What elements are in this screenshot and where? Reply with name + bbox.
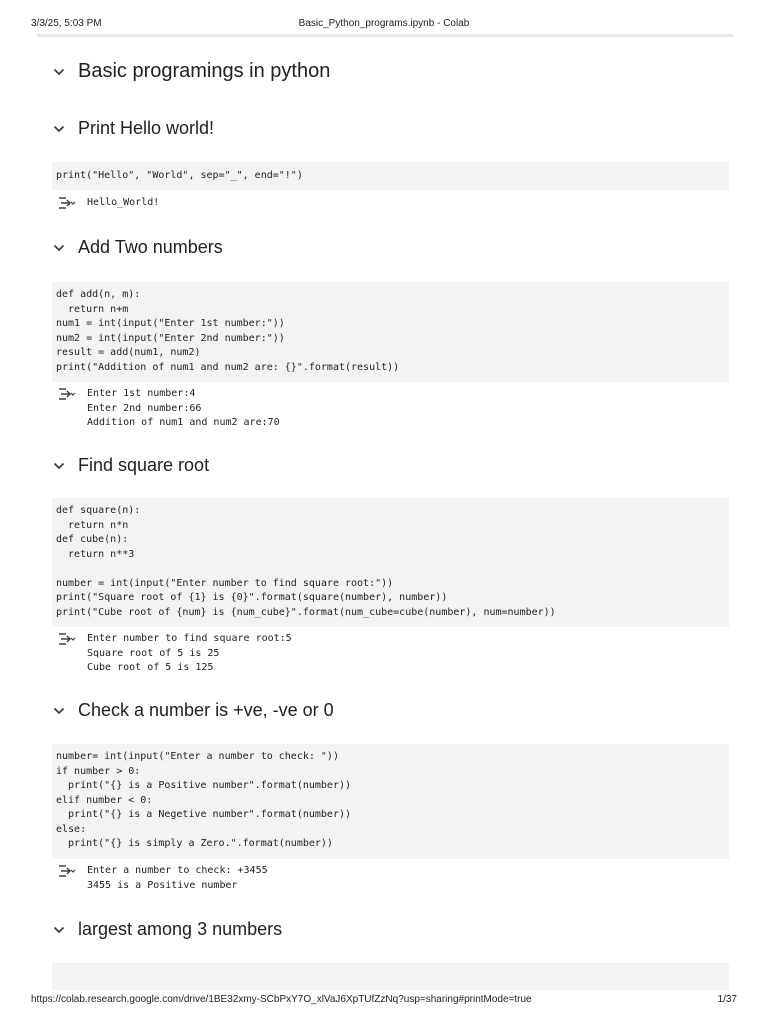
code-line: result = add(num1, num2) (56, 347, 201, 358)
code-line: print("Hello", "World", sep="_", end="!") (56, 170, 303, 181)
heading-text: Find square root (78, 455, 210, 475)
code-line: print("Square root of {1} is {0}".format(square(number), number)) (56, 592, 448, 603)
code-line: if number > 0: (56, 765, 141, 777)
chevron-down-icon[interactable] (52, 704, 66, 718)
code-line: return n*n (56, 519, 129, 531)
cell-output (58, 196, 159, 211)
code-line: print("{} is simply a Zero.".format(number)) (56, 838, 333, 849)
output-line: Enter a number to check: +3455 (87, 865, 268, 876)
output-toggle-icon[interactable] (58, 864, 76, 878)
code-line: print("Addition of num1 and num2 are: {}".format(result)) (56, 361, 400, 373)
print-page-title: Basic_Python_programs.ipynb - Colab (298, 18, 470, 29)
section-heading-add-numbers[interactable] (52, 237, 223, 258)
print-page-number: 1/37 (717, 994, 737, 1005)
code-cell[interactable] (52, 162, 729, 190)
code-line: return n**3 (56, 548, 135, 560)
code-line: return n+m (56, 303, 129, 315)
output-line: Hello_World! (87, 197, 160, 208)
heading-text: Check a number is +ve, -ve or 0 (78, 700, 334, 720)
code-cell[interactable] (52, 744, 729, 859)
print-datetime: 3/3/25, 5:03 PM (31, 18, 102, 29)
output-toggle-icon[interactable] (58, 387, 76, 401)
code-cell[interactable] (52, 963, 729, 990)
code-line: def add(n, m): (56, 289, 141, 300)
output-line: Square root of 5 is 25 (87, 647, 220, 659)
cell-output (58, 864, 268, 893)
output-line: Enter 2nd number:66 (87, 402, 202, 414)
section-heading-largest-number[interactable] (52, 919, 282, 940)
output-line: Cube root of 5 is 125 (87, 662, 214, 673)
code-line: else: (56, 823, 87, 835)
code-line: num1 = int(input("Enter 1st number:")) (56, 318, 285, 329)
output-line: 3455 is a Positive number (87, 879, 238, 891)
cell-output (58, 632, 292, 676)
code-line: number= int(input("Enter a number to check: ")) (56, 751, 339, 762)
heading-text: Add Two numbers (78, 237, 223, 257)
code-line: number = int(input("Enter number to find square root:")) (56, 577, 394, 589)
code-cell[interactable] (52, 282, 729, 382)
code-line: num2 = int(input("Enter 2nd number:")) (56, 332, 285, 344)
notebook-top-divider (37, 34, 733, 37)
code-cell[interactable] (52, 498, 729, 627)
heading-text: largest among 3 numbers (78, 919, 283, 939)
section-heading-print-hello[interactable] (52, 118, 214, 139)
heading-text: Basic programings in python (78, 60, 331, 82)
code-line: print("{} is a Positive number".format(number)) (56, 780, 352, 791)
output-line: Enter number to find square root:5 (87, 633, 292, 644)
print-header (0, 0, 768, 34)
output-toggle-icon[interactable] (58, 196, 76, 210)
code-line: elif number < 0: (56, 794, 153, 806)
heading-text: Print Hello world! (78, 118, 215, 138)
code-line (56, 562, 725, 577)
code-line: def square(n): (56, 505, 141, 516)
chevron-down-icon[interactable] (52, 122, 66, 136)
code-line: def cube(n): (56, 534, 129, 545)
print-url: https://colab.research.google.com/drive/1BE32xmy-SCbPxY7O_xlVaJ6XpTUfZzNq?usp=sharing#printMode=true (31, 994, 532, 1005)
output-line: Enter 1st number:4 (87, 388, 196, 399)
section-heading-square-root[interactable] (52, 455, 209, 476)
chevron-down-icon[interactable] (52, 459, 66, 473)
output-line: Addition of num1 and num2 are:70 (87, 417, 280, 428)
code-line: print("{} is a Negetive number".format(number)) (56, 809, 352, 820)
cell-output (58, 387, 280, 431)
chevron-down-icon[interactable] (52, 241, 66, 255)
section-heading-check-number[interactable] (52, 700, 334, 721)
output-toggle-icon[interactable] (58, 632, 76, 646)
section-heading-basic-programs[interactable] (52, 60, 330, 83)
chevron-down-icon[interactable] (52, 923, 66, 937)
chevron-down-icon[interactable] (52, 65, 66, 79)
code-line: print("Cube root of {num} is {num_cube}".format(num_cube=cube(number), num=number)) (56, 606, 556, 618)
